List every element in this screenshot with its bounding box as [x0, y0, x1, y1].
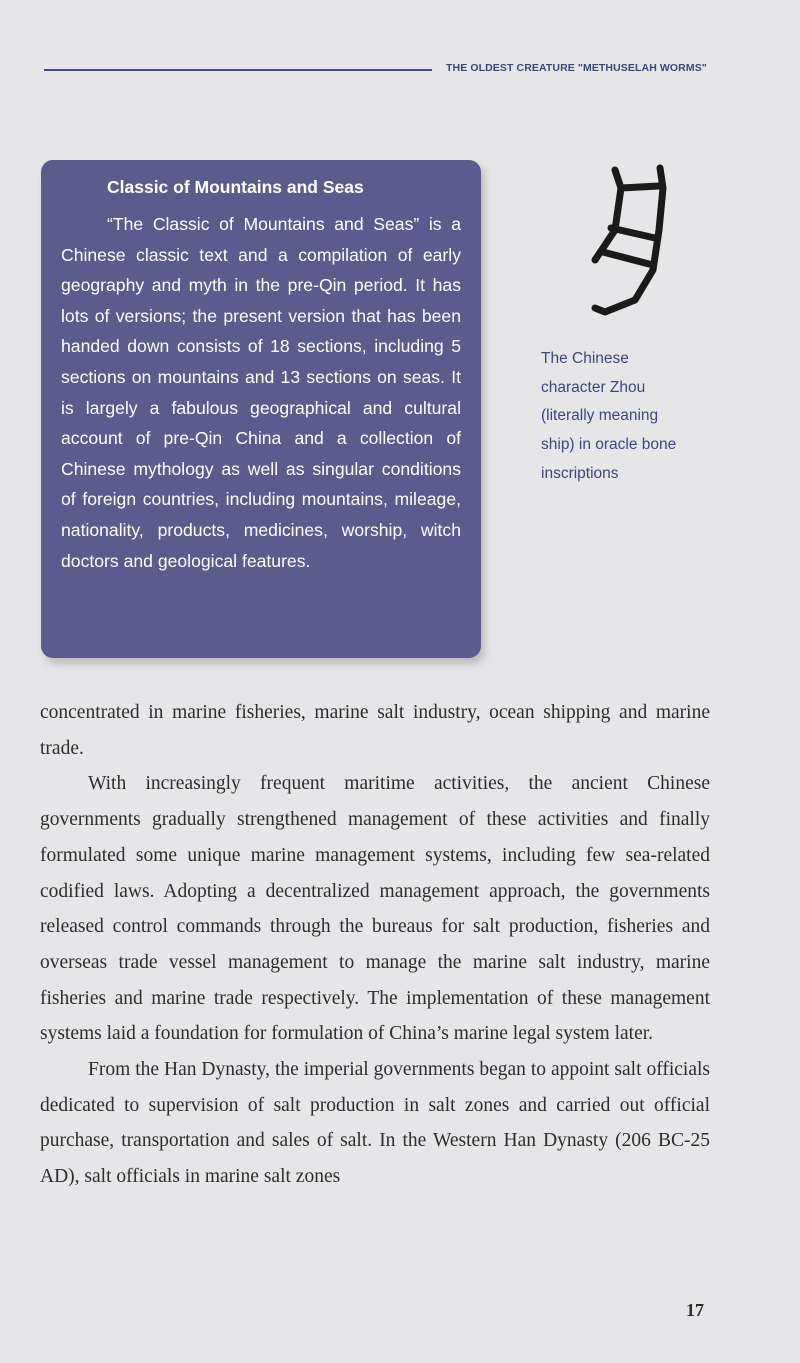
paragraph: From the Han Dynasty, the imperial governments began to appoint salt officials dedicated to supervision of salt production in salt zones and carried out official purchase, transportation and sales of salt. In the Western Han Dynasty (206 BC-25 AD), salt officials in marine salt zones — [40, 1059, 710, 1188]
sidebar-body: “The Classic of Mountains and Seas” is a Chinese classic text and a compilation of early geography and myth in the pre-Qin period. It has lots of versions; the present version that has been handed down consists of 18 sections, including 5 sections on mountains and 13 sections on seas. It is largely a fabulous geographical and cultural account of pre-Qin China and a collection of Chinese mythology as well as singular conditions of foreign countries, including mountains, mileage, nationality, products, medicines, worship, witch doctors and geological features. — [61, 214, 461, 571]
paragraph: concentrated in marine fisheries, marine salt industry, ocean shipping and marine trade. — [40, 702, 710, 759]
header-rule — [44, 69, 432, 71]
caption-line: The Chinese — [541, 350, 629, 367]
page-number: 17 — [686, 1300, 704, 1320]
caption-line: ship) in oracle bone — [541, 436, 677, 454]
caption-line: (literally meaning — [541, 407, 659, 425]
sidebar-box — [41, 160, 481, 658]
caption-line: inscriptions — [541, 464, 619, 482]
sidebar-title: Classic of Mountains and Seas — [107, 177, 364, 197]
oracle-bone-zhou-character-icon — [575, 160, 675, 325]
figure-caption — [541, 345, 751, 489]
paragraph: With increasingly frequent maritime activities, the ancient Chinese governments gradually strengthened management of these activities and finally formulated some unique marine management systems, including few sea-related codified laws. Adopting a decentralized management approach, the governments released control commands through the bureaus for salt production, fisheries and overseas trade vessel management to manage the marine salt industry, marine fisheries and marine trade respectively. The implementation of these management systems laid a foundation for formulation of China’s marine legal system later. — [40, 773, 710, 1045]
running-title: THE OLDEST CREATURE "METHUSELAH WORMS" — [446, 62, 707, 74]
caption-line: character Zhou — [541, 378, 646, 396]
main-body-text — [40, 695, 710, 1195]
